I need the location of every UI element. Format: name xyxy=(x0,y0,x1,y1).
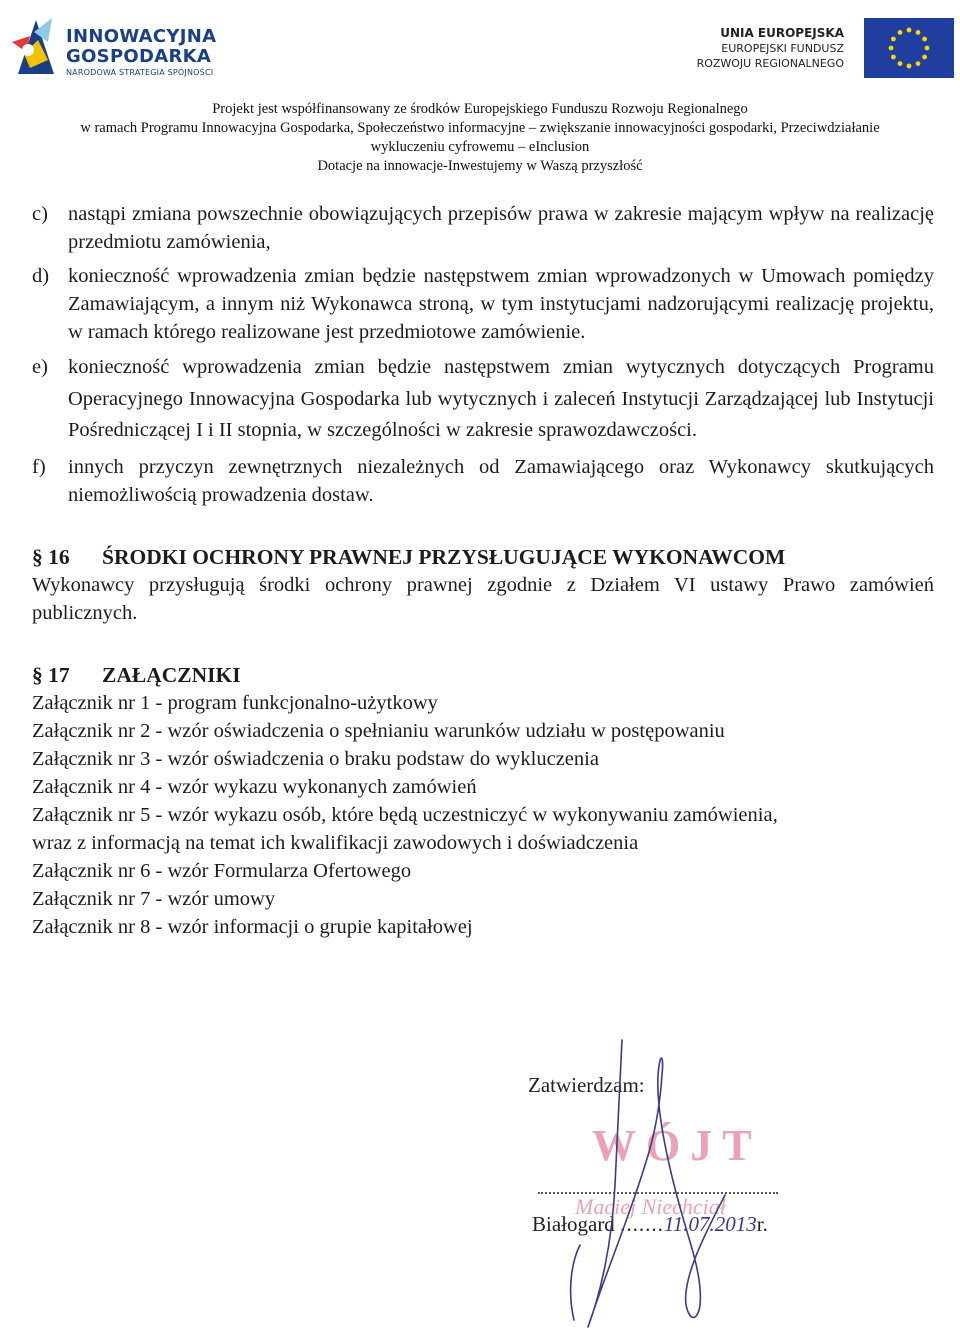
section-title: ZAŁĄCZNIKI xyxy=(102,662,241,687)
annex-list xyxy=(32,689,934,941)
stamp-name: Maciej Niechciał xyxy=(575,1194,726,1219)
list-item xyxy=(32,200,934,256)
section-title: ŚRODKI OCHRONY PRAWNEJ PRZYSŁUGUJĄCE WYKONAWCOM xyxy=(102,544,786,569)
section-number: § 17 xyxy=(32,662,70,687)
list-item-label: c) xyxy=(32,203,48,225)
innowacyjna-gospodarka-logo xyxy=(8,12,228,82)
annex-item: Załącznik nr 6 - wzór Formularza Ofertowego xyxy=(32,859,412,882)
list-item-text: konieczność wprowadzenia zmian będzie następstwem zmian wytycznych dotyczących Programu Operacyjnego Innowacyjna Gospodarka lub wytycznych i zaleceń Instytucji Zarządzającej lub Instytucji Pośredniczącej I i II stopnia, w szczególności w zakresie sprawozdawczości. xyxy=(68,356,934,441)
eu-flag-icon xyxy=(864,18,954,78)
cofinancing-note xyxy=(0,100,960,176)
star-arrow-icon xyxy=(8,12,60,82)
annex-item: Załącznik nr 4 - wzór wykazu wykonanych zamówień xyxy=(32,775,477,798)
handwritten-date: 11.07.2013 xyxy=(663,1212,757,1236)
header-text-line: Projekt jest współfinansowany ze środków Europejskiego Funduszu Rozwoju Regionalnego xyxy=(212,101,748,117)
list-item xyxy=(32,352,934,447)
place-name: Białogard xyxy=(532,1212,615,1236)
section-body: Wykonawcy przysługują środki ochrony prawnej zgodnie z Działem VI ustawy Prawo zamówień publicznych. xyxy=(32,573,934,624)
document-body xyxy=(32,200,934,941)
logo-left-line2: GOSPODARKA xyxy=(66,46,212,67)
header-text-line: Dotacje na innowacje-Inwestujemy w Waszą przyszłość xyxy=(317,158,643,174)
section-17 xyxy=(32,661,934,941)
list-item-text: konieczność wprowadzenia zmian będzie następstwem zmian wprowadzonych w Umowach pomiędzy Zamawiającym, a innym niż Wykonawca stroną, w tym instytucjami nadzorującymi realizację projektu, w ramach którego realizowane jest przedmiotowe zamówienie. xyxy=(68,265,934,343)
handwritten-signature xyxy=(560,1035,760,1335)
annex-item: Załącznik nr 3 - wzór oświadczenia o braku podstaw do wykluczenia xyxy=(32,747,599,770)
section-16 xyxy=(32,543,934,627)
date-suffix: r. xyxy=(756,1212,768,1236)
header-text-line: wykluczeniu cyfrowemu – eInclusion xyxy=(370,139,590,155)
section-heading xyxy=(32,661,934,689)
annex-item: Załącznik nr 1 - program funkcjonalno-użytkowy xyxy=(32,691,438,714)
section-heading xyxy=(32,543,934,571)
eu-logo-line2: EUROPEJSKI FUNDUSZ xyxy=(721,42,844,55)
list-item-text: nastąpi zmiana powszechnie obowiązujących przepisów prawa w zakresie mającym wpływ na realizację przedmiotu zamówienia, xyxy=(68,203,934,253)
header-text-line: w ramach Programu Innowacyjna Gospodarka, Społeczeństwo informacyjne – zwiększanie innowacyjności gospodarki, Przeciwdziałanie xyxy=(80,120,880,136)
annex-item: Załącznik nr 2 - wzór oświadczenia o spełnianiu warunków udziału w postępowaniu xyxy=(32,719,725,742)
list-item-text: innych przyczyn zewnętrznych niezależnych od Zamawiającego oraz Wykonawcy skutkujących niemożliwością prowadzenia dostaw. xyxy=(68,455,934,506)
stamp-title: WÓJT xyxy=(592,1121,762,1170)
list-item xyxy=(32,262,934,346)
date-dots: ....... xyxy=(620,1212,664,1236)
section-number: § 16 xyxy=(32,544,70,569)
eu-logo-line3: ROZWOJU REGIONALNEGO xyxy=(696,57,844,70)
annex-item: Załącznik nr 7 - wzór umowy xyxy=(32,887,276,910)
eu-logo xyxy=(694,16,954,78)
list-item-label: d) xyxy=(32,265,50,287)
logo-left-line1: INNOWACYJNA xyxy=(66,26,217,47)
annex-item: Załącznik nr 8 - wzór informacji o grupie kapitałowej xyxy=(32,915,473,938)
annex-item: wraz z informacją na temat ich kwalifikacji zawodowych i doświadczenia xyxy=(32,831,639,854)
approval-label: Zatwierdzam: xyxy=(528,1073,645,1097)
annex-item: Załącznik nr 5 - wzór wykazu osób, które będą uczestniczyć w wykonywaniu zamówienia, xyxy=(32,803,778,826)
eu-logo-line1: UNIA EUROPEJSKA xyxy=(720,26,844,40)
list-item xyxy=(32,453,934,509)
logo-left-line3: NARODOWA STRATEGIA SPÓJNOŚCI xyxy=(66,68,214,77)
list-item-label: e) xyxy=(32,356,48,378)
list-item-label: f) xyxy=(32,455,46,478)
